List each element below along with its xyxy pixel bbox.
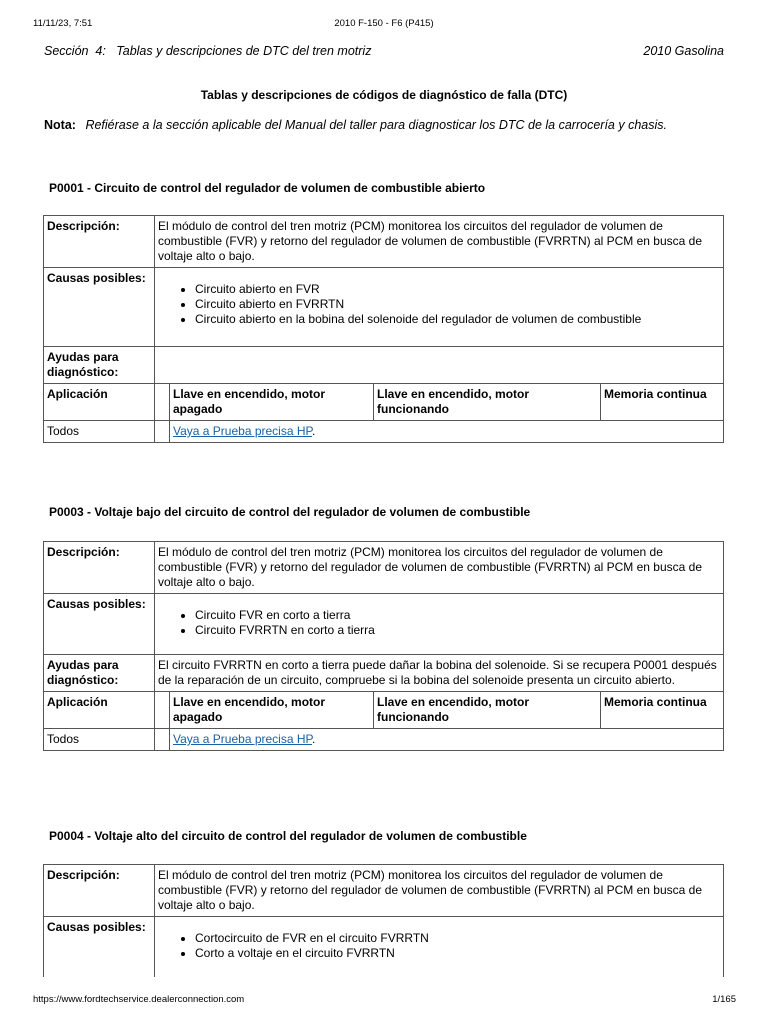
section-edition: 2010 Gasolina xyxy=(643,44,724,58)
application-header: Aplicación xyxy=(44,692,155,729)
test-link-cell xyxy=(170,729,724,751)
dtc-table-p0001 xyxy=(43,215,724,443)
table-row xyxy=(44,865,724,917)
table-row xyxy=(44,384,724,421)
aids-text xyxy=(155,347,724,384)
aids-label: Ayudas para diagnóstico: xyxy=(44,655,155,692)
description-text: El módulo de control del tren motriz (PCM) monitorea los circuitos del regulador de volumen de combustible (FVR) y retorno del regulador de volumen de combustible (FVRRTN) al PCM en busca de voltaje alto o bajo. xyxy=(155,216,724,268)
link-suffix: . xyxy=(311,732,316,746)
application-value: Todos xyxy=(44,421,155,443)
causes-list xyxy=(158,608,720,638)
dtc-table-p0004 xyxy=(43,864,724,977)
cm-header: Memoria continua xyxy=(601,692,724,729)
page-number: 1/165 xyxy=(712,994,736,1005)
description-label: Descripción: xyxy=(44,216,155,268)
dtc-heading-p0004 xyxy=(49,829,527,843)
list-item: • Circuito FVRRTN en corto a tierra xyxy=(195,623,720,638)
pinpoint-test-link[interactable]: Vaya a Prueba precisa HP xyxy=(173,732,312,746)
table-row xyxy=(44,542,724,594)
page-title: Tablas y descripciones de códigos de diagnóstico de falla (DTC) xyxy=(200,88,568,102)
dtc-code: P0003 xyxy=(49,505,84,519)
description-label: Descripción: xyxy=(44,542,155,594)
list-item: • Circuito abierto en la bobina del solenoide del regulador de volumen de combustible xyxy=(195,312,720,327)
table-row xyxy=(44,594,724,655)
koeo-header: Llave en encendido, motor apagado xyxy=(170,384,374,421)
causes-list xyxy=(158,282,720,327)
spacer-cell xyxy=(155,421,170,443)
print-datetime: 11/11/23, 7:51 xyxy=(33,18,93,29)
causes-label: Causas posibles: xyxy=(44,268,155,347)
table-row xyxy=(44,655,724,692)
table-row xyxy=(44,917,724,978)
section-header xyxy=(44,44,724,58)
causes-list xyxy=(158,931,720,961)
note xyxy=(44,118,667,132)
description-text: El módulo de control del tren motriz (PCM) monitorea los circuitos del regulador de volumen de combustible (FVR) y retorno del regulador de volumen de combustible (FVRRTN) al PCM en busca de voltaje alto o bajo. xyxy=(155,865,724,917)
description-text: El módulo de control del tren motriz (PCM) monitorea los circuitos del regulador de volumen de combustible (FVR) y retorno del regulador de volumen de combustible (FVRRTN) al PCM en busca de voltaje alto o bajo. xyxy=(155,542,724,594)
causes-label: Causas posibles: xyxy=(44,594,155,655)
application-value: Todos xyxy=(44,729,155,751)
koer-header: Llave en encendido, motor funcionando xyxy=(374,692,601,729)
list-item: • Circuito abierto en FVR xyxy=(195,282,720,297)
section-title: Sección 4: Tablas y descripciones de DTC del tren motriz xyxy=(44,44,372,58)
list-item: • Corto a voltaje en el circuito FVRRTN xyxy=(195,946,720,961)
dtc-code: P0004 xyxy=(49,829,84,843)
cm-header: Memoria continua xyxy=(601,384,724,421)
test-link-cell xyxy=(170,421,724,443)
link-suffix: . xyxy=(311,424,316,438)
dtc-table-p0003 xyxy=(43,541,724,751)
pinpoint-test-link[interactable]: Vaya a Prueba precisa HP xyxy=(173,424,312,438)
dtc-title: - Voltaje bajo del circuito de control del regulador de volumen de combustible xyxy=(83,505,531,519)
print-doc-title: 2010 F-150 - F6 (P415) xyxy=(334,18,434,29)
dtc-title: - Voltaje alto del circuito de control del regulador de volumen de combustible xyxy=(83,829,527,843)
table-row xyxy=(44,729,724,751)
causes-cell xyxy=(155,268,724,347)
note-label: Nota: xyxy=(44,118,76,132)
table-row xyxy=(44,421,724,443)
spacer-cell xyxy=(155,729,170,751)
aids-text: El circuito FVRRTN en corto a tierra puede dañar la bobina del solenoide. Si se recupera P0001 después de la reparación de un circuito, compruebe si la bobina del solenoide presenta un circuito abierto. xyxy=(155,655,724,692)
list-item: • Circuito abierto en FVRRTN xyxy=(195,297,720,312)
dtc-heading-p0001 xyxy=(49,181,485,195)
dtc-heading-p0003 xyxy=(49,505,530,519)
aids-label: Ayudas para diagnóstico: xyxy=(44,347,155,384)
note-text: Refiérase a la sección aplicable del Manual del taller para diagnosticar los DTC de la carrocería y chasis. xyxy=(85,118,667,132)
list-item: • Circuito FVR en corto a tierra xyxy=(195,608,720,623)
spacer-cell xyxy=(155,692,170,729)
table-row xyxy=(44,692,724,729)
causes-cell xyxy=(155,917,724,978)
koeo-header: Llave en encendido, motor apagado xyxy=(170,692,374,729)
description-label: Descripción: xyxy=(44,865,155,917)
causes-label: Causas posibles: xyxy=(44,917,155,978)
table-row xyxy=(44,216,724,268)
spacer-cell xyxy=(155,384,170,421)
causes-cell xyxy=(155,594,724,655)
list-item: • Cortocircuito de FVR en el circuito FVRRTN xyxy=(195,931,720,946)
source-url: https://www.fordtechservice.dealerconnection.com xyxy=(33,994,245,1005)
application-header: Aplicación xyxy=(44,384,155,421)
dtc-code: P0001 xyxy=(49,181,84,195)
dtc-title: - Circuito de control del regulador de volumen de combustible abierto xyxy=(83,181,486,195)
table-row xyxy=(44,268,724,347)
table-row xyxy=(44,347,724,384)
koer-header: Llave en encendido, motor funcionando xyxy=(374,384,601,421)
